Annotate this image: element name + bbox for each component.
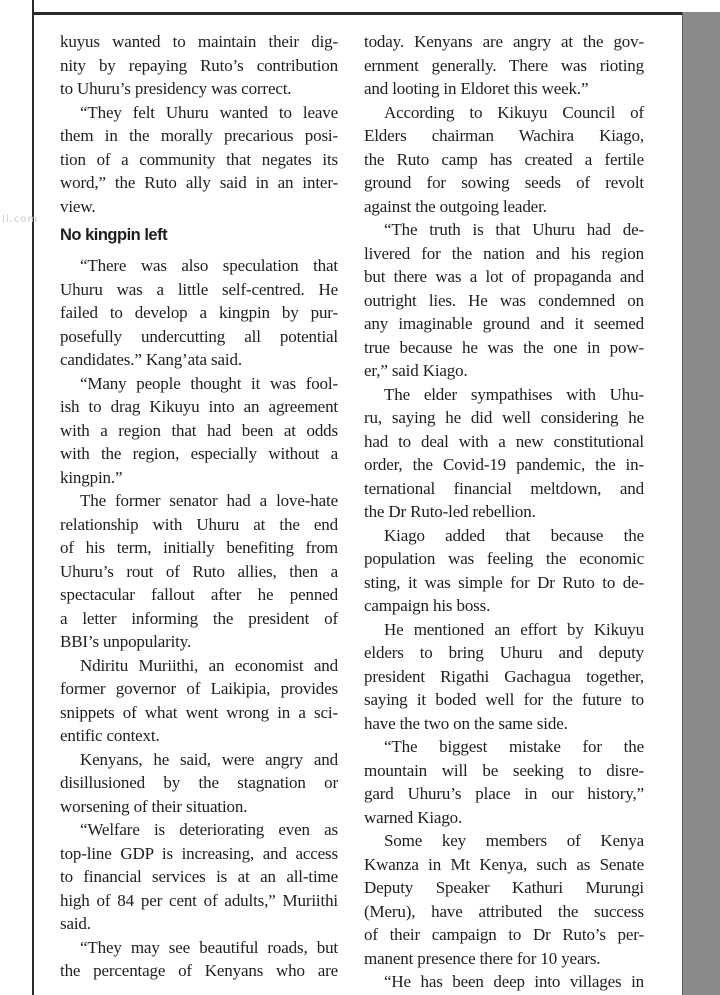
left-column-line: top-line GDP is increasing, and access [60, 843, 338, 863]
right-column-line: According to Kikuyu Council of [384, 102, 644, 122]
left-column-line: worsening of their situation. [60, 796, 248, 816]
right-column-line: any imaginable ground and it seemed [364, 314, 644, 333]
right-column-line: Elders chairman Wachira Kiago, [364, 126, 644, 145]
right-column-line: the Dr Ruto-led rebellion. [364, 502, 536, 521]
left-column-line: nity by repaying Ruto’s contribution [60, 55, 338, 75]
right-column-line: The elder sympathises with Uhu- [384, 384, 644, 404]
left-column-line: to Uhuru’s presidency was correct. [60, 79, 292, 98]
watermark: ll.com [2, 214, 39, 225]
left-column-line: Uhuru was a little self-centred. He [60, 279, 338, 299]
left-column-line: snippets of what went wrong in a sci- [60, 702, 338, 722]
left-column-line: posefully undercutting all potential [60, 326, 338, 346]
right-column-line: against the outgoing leader. [364, 196, 547, 216]
right-column-line: today. Kenyans are angry at the gov- [364, 32, 644, 51]
left-border-rule [32, 0, 34, 995]
left-column-line: candidates.” Kang’ata said. [60, 350, 242, 369]
right-column-line: sting, it was simple for Dr Ruto to de- [364, 572, 644, 592]
section-heading: No kingpin left [60, 226, 168, 244]
right-column-line: “He has been deep into villages in [384, 972, 644, 991]
right-column-line: Deputy Speaker Kathuri Murungi [364, 878, 644, 897]
left-column-line: “There was also speculation that [80, 256, 338, 275]
left-column-line: tion of a community that negates its [60, 149, 338, 169]
left-column-line: “Many people thought it was fool- [80, 373, 338, 393]
right-column-line: ernment generally. There was rioting [364, 55, 644, 75]
left-column-line: Ndiritu Muriithi, an economist and [80, 655, 338, 675]
left-column-line: failed to develop a kingpin by pur- [60, 303, 338, 322]
right-column-line: of their campaign to Dr Ruto’s per- [364, 925, 644, 944]
right-column-line: Kwanza in Mt Kenya, such as Senate [364, 854, 644, 874]
left-column-line: relationship with Uhuru at the end [60, 514, 338, 534]
article-column-left [60, 30, 338, 983]
right-column-line: have the two on the same side. [364, 713, 568, 733]
left-column-line: entific context. [60, 726, 160, 745]
right-column-line: order, the Covid-19 pandemic, the in- [364, 455, 644, 474]
left-column-line: the percentage of Kenyans who are [60, 961, 338, 980]
right-column-line: but there was a lot of propaganda and [364, 267, 644, 286]
right-column-line: gard Uhuru’s place in our history,” [364, 784, 644, 803]
left-column-line: high of 84 per cent of adults,” Muriithi [60, 890, 338, 910]
left-column-line: ish to drag Kikuyu into an agreement [60, 397, 338, 416]
right-column-line: “The biggest mistake for the [384, 737, 644, 756]
left-column-line: “They may see beautiful roads, but [80, 937, 338, 957]
right-column-line: campaign his boss. [364, 596, 491, 615]
left-column-line: with a region that had been at odds [60, 420, 338, 440]
right-column-line: saying it boded well for the future to [364, 690, 644, 709]
left-column-line: “They felt Uhuru wanted to leave [80, 102, 338, 122]
left-column-line: word,” the Ruto ally said in an inter- [60, 173, 338, 192]
left-column-line: view. [60, 196, 96, 216]
right-column-line: livered for the nation and his region [364, 243, 644, 263]
left-column-line: The former senator had a love-hate [80, 491, 338, 510]
left-column-line: BBI’s unpopularity. [60, 632, 192, 651]
scrollbar-track[interactable] [683, 12, 720, 995]
right-column-line: (Meru), have attributed the success [364, 901, 644, 921]
right-column-line: outright lies. He was condemned on [364, 290, 644, 310]
top-border-rule [32, 12, 682, 15]
left-column-line: to financial services is at an all-time [60, 867, 338, 886]
right-column-line: “The truth is that Uhuru had de- [384, 220, 644, 239]
left-column-line: spectacular fallout after he penned [60, 585, 338, 604]
right-column-line: Some key members of Kenya [384, 831, 644, 850]
left-column-line: disillusioned by the stagnation or [60, 773, 338, 792]
left-column-line: former governor of Laikipia, provides [60, 679, 338, 698]
right-column-line: the Ruto camp has created a fertile [364, 149, 644, 169]
left-column-line: kingpin.” [60, 467, 123, 487]
article-column-right [364, 30, 644, 994]
right-column-line: He mentioned an effort by Kikuyu [384, 619, 644, 639]
page-margin [0, 0, 32, 995]
right-column-line: true because he was the one in pow- [364, 337, 644, 357]
right-column-line: president Rigathi Gachagua together, [364, 666, 644, 686]
right-column-line: and looting in Eldoret this week.” [364, 79, 589, 98]
left-column-line: Kenyans, he said, were angry and [80, 749, 338, 769]
right-column-line: elders to bring Uhuru and deputy [364, 643, 644, 662]
right-column-line: er,” said Kiago. [364, 361, 468, 380]
right-column-line: Kiago added that because the [384, 525, 644, 545]
left-column-line: of his term, initially benefiting from [60, 538, 338, 557]
right-column-line: ru, saying he did well considering he [364, 408, 644, 427]
right-column-line: had to deal with a new constitutional [364, 431, 644, 451]
right-column-line: ground for sowing seeds of revolt [364, 173, 644, 192]
right-column-line: manent presence there for 10 years. [364, 948, 601, 968]
left-column-line: said. [60, 914, 91, 933]
right-column-line: warned Kiago. [364, 807, 463, 827]
left-column-line: with the region, especially without a [60, 444, 338, 463]
left-column-line: kuyus wanted to maintain their dig- [60, 32, 338, 51]
left-column-line: them in the morally precarious posi- [60, 126, 338, 145]
left-column-line: Uhuru’s rout of Ruto allies, then a [60, 561, 338, 581]
right-column-line: ternational financial meltdown, and [364, 478, 644, 498]
left-column-line: a letter informing the president of [60, 608, 338, 628]
left-column-line: “Welfare is deteriorating even as [80, 820, 338, 839]
right-column-line: population was feeling the economic [364, 549, 644, 568]
right-column-line: mountain will be seeking to disre- [364, 760, 644, 780]
